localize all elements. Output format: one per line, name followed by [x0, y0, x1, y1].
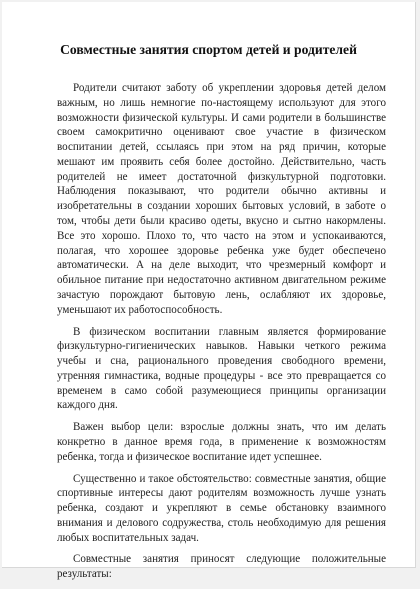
paragraph-4: Существенно и такое обстоятельство: совместные занятия, общие спортивные интересы дают родителям возможность лучше узнать ребенка, создают и укрепляют в семье обстановку взаимного внимания и делового содружества, столь необходимую для решения любых воспитательных задач. — [57, 472, 386, 544]
paragraph-3: Важен выбор цели: взрослые должны знать, что им делать конкретно в данное время года, в применение к возможностям ребенка, тогда и физическое воспитание идет успешнее. — [57, 421, 386, 463]
document-page — [2, 2, 416, 581]
paragraph-5: Совместные занятия приносят следующие положительные результаты: — [57, 553, 386, 581]
paragraph-1: Родители считают заботу об укреплении здоровья детей делом важным, но лишь немногие по-настоящему используют для этого возможности физической культуры. И сами родители в большинстве своем самокритично оценивают свое участие в физическом воспитании детей, ссылаясь при этом на ряд причин, которые мешают им проявить себя более достойно. Действительно, часть родителей не имеет достаточной физкультурной подготовки. Наблюдения показывают, что родители обычно активны и изобретательны в создании хороших бытовых условий, в заботе о том, чтобы дети были красиво одеты, вкусно и сытно накормлены. Все это хорошо. Плохо то, что часто на этом и успокаиваются, полагая, что хорошее здоровье ребенка уже будет обеспечено автоматически. А на деле выходит, что чрезмерный комфорт и обильное питание при недостаточно активном двигательном режиме зачастую порождают бытовую лень, ослабляют их здоровье, уменьшают их работоспособность. — [57, 82, 386, 316]
document-title: Совместные занятия спортом детей и родителей — [60, 42, 357, 57]
paragraph-2: В физическом воспитании главным является формирование физкультурно-гигиенических навыков. Навыки четкого режима учебы и сна, рационального проведения свободного времени, утренняя гимнастика, водные процедуры - все это превращается со временем в само собой разумеющиеся принципы организации каждого дня. — [57, 325, 386, 412]
document-body — [57, 81, 386, 589]
